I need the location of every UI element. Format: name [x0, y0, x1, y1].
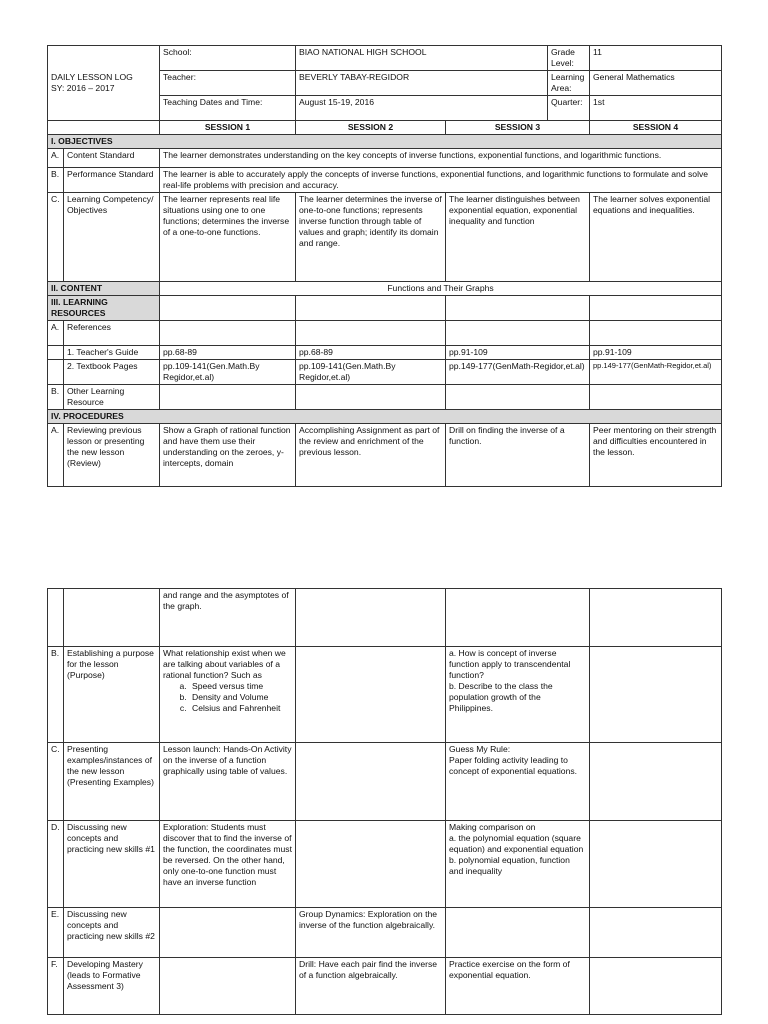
- competency-session-1: The learner represents real life situations using one to one functions; determines the inverse of a one-to-one functions.: [160, 193, 296, 282]
- school-value: BIAO NATIONAL HIGH SCHOOL: [296, 46, 548, 71]
- textbook-s2: pp.109-141(Gen.Math.By Regidor,et.al): [296, 360, 446, 385]
- references-letter: A.: [48, 321, 64, 346]
- log-title: DAILY LESSON LOG: [51, 72, 133, 82]
- school-year: SY: 2016 – 2017: [51, 83, 115, 93]
- references-s3: [446, 321, 590, 346]
- performance-standard-letter: B.: [48, 168, 64, 193]
- session-2-header: SESSION 2: [296, 121, 446, 135]
- competency-session-3: The learner distinguishes between exponential equation, exponential inequality and function: [446, 193, 590, 282]
- resources-s1: [160, 296, 296, 321]
- teacher-value: BEVERLY TABAY-REGIDOR: [296, 71, 548, 96]
- examples-session-4: [590, 743, 722, 821]
- session-header-blank: [48, 121, 160, 135]
- content-value: Functions and Their Graphs: [160, 282, 722, 296]
- other-resource-s3: [446, 385, 590, 410]
- examples-letter: C.: [48, 743, 64, 821]
- lesson-log-table-page2: [47, 588, 722, 1015]
- resources-s3: [446, 296, 590, 321]
- resources-s2: [296, 296, 446, 321]
- content-standard-letter: A.: [48, 149, 64, 168]
- discussing1-session-3: Making comparison on a. the polynomial equation (square equation) and exponential equation b. polynomial equation, function and inequality: [446, 821, 590, 908]
- session-4-header: SESSION 4: [590, 121, 722, 135]
- mastery-session-3: Practice exercise on the form of exponential equation.: [446, 958, 590, 1015]
- teachers-guide-label: 1. Teacher's Guide: [64, 346, 160, 360]
- examples-session-2: [296, 743, 446, 821]
- discussing1-session-1: Exploration: Students must discover that to find the inverse of the function, the coordinates must be reversed. On the other hand, only one-to-one function must have an inverse function: [160, 821, 296, 908]
- objectives-title: I. OBJECTIVES: [48, 135, 722, 149]
- learning-area-label: Learning Area:: [548, 71, 590, 96]
- discussing1-session-2: [296, 821, 446, 908]
- session-3-header: SESSION 3: [446, 121, 590, 135]
- other-resource-s2: [296, 385, 446, 410]
- review-letter: A.: [48, 424, 64, 487]
- references-label: References: [64, 321, 160, 346]
- purpose-session-2: [296, 647, 446, 743]
- cont-s2-blank: [296, 589, 446, 647]
- discussing2-letter: E.: [48, 908, 64, 958]
- performance-standard-text: The learner is able to accurately apply the concepts of inverse functions, exponential functions, and logarithmic functions to formulate and solve real-life problems with precision and accuracy.: [160, 168, 722, 193]
- list-item: a. Speed versus time: [189, 681, 292, 692]
- tb-blank: [48, 360, 64, 385]
- teachers-guide-s3: pp.91-109: [446, 346, 590, 360]
- log-title-cell: [48, 46, 160, 121]
- discussing2-session-4: [590, 908, 722, 958]
- cont-s3-blank: [446, 589, 590, 647]
- purpose-session-4: [590, 647, 722, 743]
- grade-label: Grade Level:: [548, 46, 590, 71]
- list-item: b. Density and Volume: [189, 692, 292, 703]
- mastery-letter: F.: [48, 958, 64, 1015]
- discussing2-session-3: [446, 908, 590, 958]
- school-label: School:: [160, 46, 296, 71]
- purpose-examples-list: [163, 681, 292, 714]
- discussing2-label: Discussing new concepts and practicing new skills #2: [64, 908, 160, 958]
- content-standard-text: The learner demonstrates understanding on the key concepts of inverse functions, exponential functions, and logarithmic functions.: [160, 149, 722, 168]
- teachers-guide-s2: pp.68-89: [296, 346, 446, 360]
- discussing2-session-2: Group Dynamics: Exploration on the inverse of the function algebraically.: [296, 908, 446, 958]
- textbook-s1: pp.109-141(Gen.Math.By Regidor,et.al): [160, 360, 296, 385]
- cont-letter-blank: [48, 589, 64, 647]
- textbook-label: 2. Textbook Pages: [64, 360, 160, 385]
- competency-session-4: The learner solves exponential equations and inequalities.: [590, 193, 722, 282]
- session-1-header: SESSION 1: [160, 121, 296, 135]
- quarter-value: 1st: [590, 96, 722, 121]
- cont-s4-blank: [590, 589, 722, 647]
- lesson-log-table-page1: [47, 45, 722, 487]
- resources-title: III. LEARNING RESOURCES: [48, 296, 160, 321]
- mastery-session-4: [590, 958, 722, 1015]
- mastery-label: Developing Mastery (leads to Formative Assessment 3): [64, 958, 160, 1015]
- teacher-label: Teacher:: [160, 71, 296, 96]
- other-resource-label: Other Learning Resource: [64, 385, 160, 410]
- textbook-s3: pp.149-177(GenMath-Regidor,et.al): [446, 360, 590, 385]
- competency-session-2: The learner determines the inverse of one-to-one functions; represents inverse function through table of values and graph; identify its domain and range.: [296, 193, 446, 282]
- discussing1-letter: D.: [48, 821, 64, 908]
- resources-s4: [590, 296, 722, 321]
- review-label: Reviewing previous lesson or presenting the new lesson (Review): [64, 424, 160, 487]
- mastery-session-2: Drill: Have each pair find the inverse of a function algebraically.: [296, 958, 446, 1015]
- mastery-session-1: [160, 958, 296, 1015]
- competency-letter: C.: [48, 193, 64, 282]
- references-s4: [590, 321, 722, 346]
- textbook-s4: pp.149-177(GenMath-Regidor,et.al): [590, 360, 722, 385]
- references-s2: [296, 321, 446, 346]
- other-resource-s1: [160, 385, 296, 410]
- teachers-guide-s4: pp.91-109: [590, 346, 722, 360]
- other-resource-letter: B.: [48, 385, 64, 410]
- grade-value: 11: [590, 46, 722, 71]
- purpose-session-3: a. How is concept of inverse function apply to transcendental function? b. Describe to the class the population growth of the Philippines.: [446, 647, 590, 743]
- discussing1-label: Discussing new concepts and practicing new skills #1: [64, 821, 160, 908]
- review-session-4: Peer mentoring on their strength and difficulties encountered in the lesson.: [590, 424, 722, 487]
- performance-standard-label: Performance Standard: [64, 168, 160, 193]
- other-resource-s4: [590, 385, 722, 410]
- teachers-guide-s1: pp.68-89: [160, 346, 296, 360]
- purpose-session-1-text: What relationship exist when we are talking about variables of a rational function? Such as: [163, 648, 286, 680]
- review-session-3: Drill on finding the inverse of a function.: [446, 424, 590, 487]
- list-item: c. Celsius and Fahrenheit: [189, 703, 292, 714]
- review-session-1-continued: and range and the asymptotes of the graph.: [160, 589, 296, 647]
- content-standard-label: Content Standard: [64, 149, 160, 168]
- dates-value: August 15-19, 2016: [296, 96, 548, 121]
- discussing2-session-1: [160, 908, 296, 958]
- examples-label: Presenting examples/instances of the new lesson (Presenting Examples): [64, 743, 160, 821]
- discussing1-session-4: [590, 821, 722, 908]
- examples-session-3: Guess My Rule: Paper folding activity leading to concept of exponential equations.: [446, 743, 590, 821]
- review-session-1: Show a Graph of rational function and have them use their understanding on the zeroes, y-intercepts, domain: [160, 424, 296, 487]
- cont-label-blank: [64, 589, 160, 647]
- examples-session-1: Lesson launch: Hands-On Activity on the inverse of a function graphically using table of values.: [160, 743, 296, 821]
- content-title: II. CONTENT: [48, 282, 160, 296]
- purpose-letter: B.: [48, 647, 64, 743]
- purpose-session-1: [160, 647, 296, 743]
- references-s1: [160, 321, 296, 346]
- tg-blank: [48, 346, 64, 360]
- competency-label: Learning Competency/ Objectives: [64, 193, 160, 282]
- procedures-title: IV. PROCEDURES: [48, 410, 722, 424]
- purpose-label: Establishing a purpose for the lesson (Purpose): [64, 647, 160, 743]
- review-session-2: Accomplishing Assignment as part of the review and enrichment of the previous lesson.: [296, 424, 446, 487]
- dates-label: Teaching Dates and Time:: [160, 96, 296, 121]
- quarter-label: Quarter:: [548, 96, 590, 121]
- learning-area-value: General Mathematics: [590, 71, 722, 96]
